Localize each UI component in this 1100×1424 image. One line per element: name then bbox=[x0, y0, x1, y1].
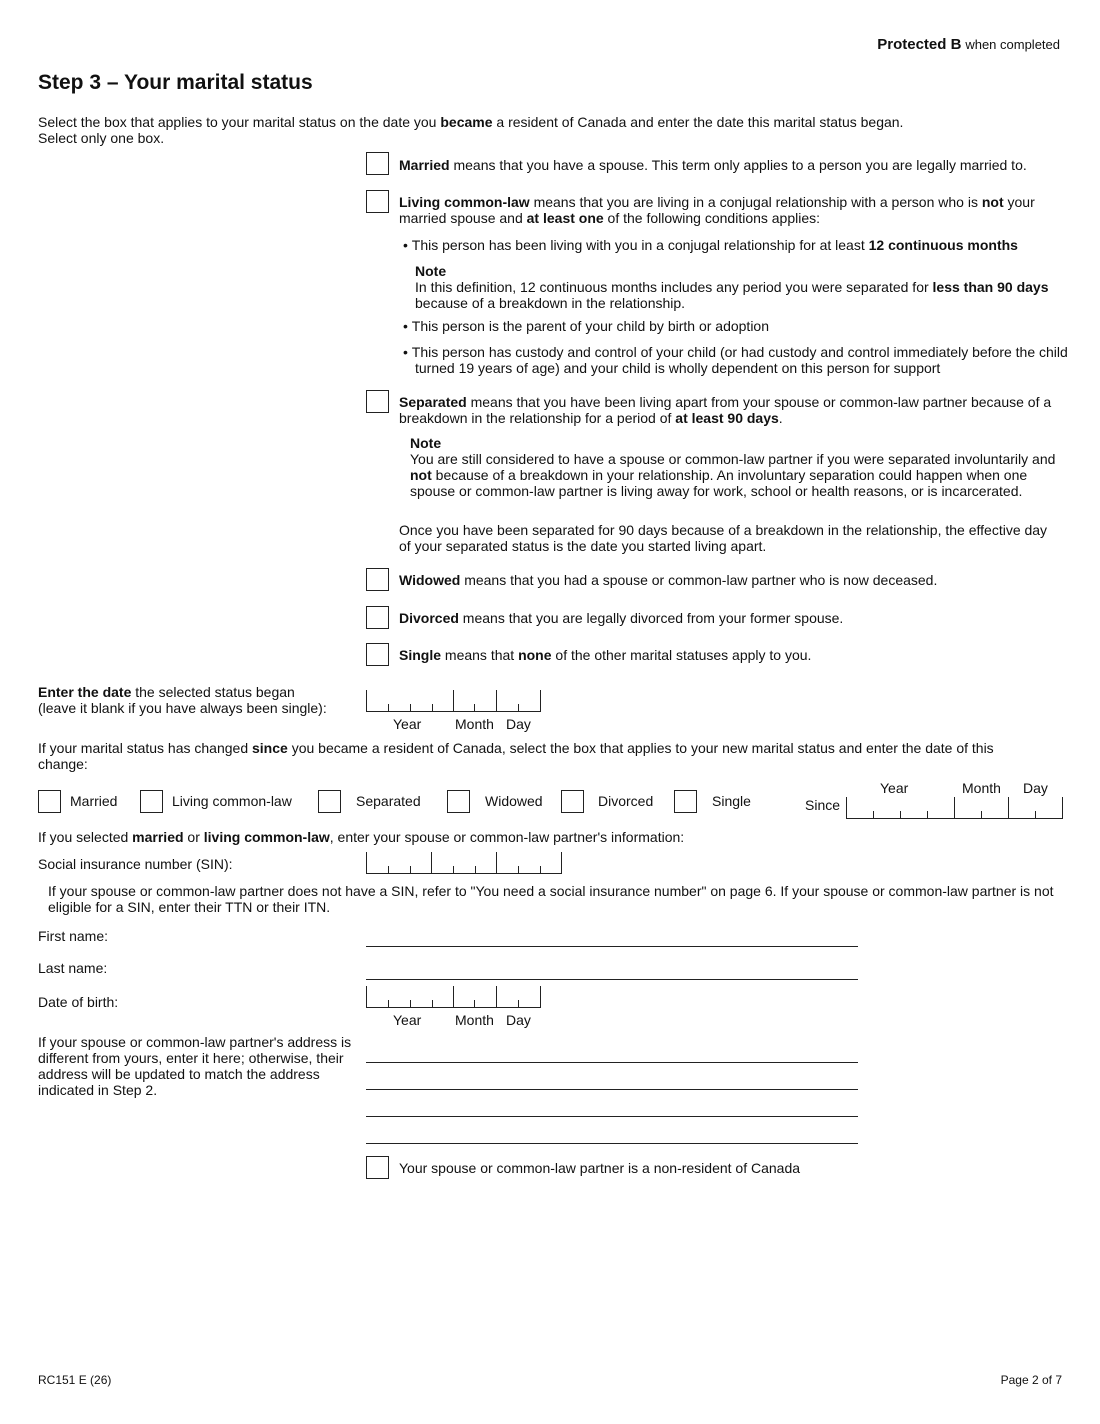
sep-a: means that you have been living apart from your spouse or common-law partner because of a breakdown in the relationship for a period of bbox=[399, 394, 1052, 426]
change-widowed-checkbox[interactable] bbox=[447, 790, 470, 813]
cl-a: means that you are living in a conjugal relationship with a person who is bbox=[529, 194, 982, 210]
dob-day-label: Day bbox=[506, 1012, 531, 1028]
cl-note bbox=[415, 263, 1055, 311]
change-common-law-label: Living common-law bbox=[172, 793, 292, 809]
ch-a: If your marital status has changed bbox=[38, 740, 252, 756]
sgl-a: means that bbox=[441, 647, 519, 663]
first-name-field[interactable] bbox=[366, 946, 858, 947]
cl-note-a: In this definition, 12 continuous months includes any period you were separated for bbox=[415, 279, 933, 295]
sep-bold: Separated bbox=[399, 394, 467, 410]
enter-date-label bbox=[38, 684, 358, 716]
intro-p1b: became bbox=[440, 114, 493, 130]
separated-definition bbox=[399, 394, 1067, 426]
dob-field[interactable] bbox=[366, 986, 541, 1008]
sgl-c: of the other marital statuses apply to you. bbox=[551, 647, 812, 663]
separated-checkbox[interactable] bbox=[366, 390, 389, 413]
dob-month-label: Month bbox=[455, 1012, 494, 1028]
cl-bullet3-text: This person has custody and control of your child (or had custody and control immediately before the child turned 19 years of age) and your child is wholly dependent on this person for support bbox=[411, 344, 1068, 376]
first-name-label: First name: bbox=[38, 928, 109, 944]
married-checkbox[interactable] bbox=[366, 152, 389, 175]
sin-label: Social insurance number (SIN): bbox=[38, 856, 233, 872]
spouse-intro bbox=[38, 829, 1038, 845]
single-definition bbox=[399, 647, 1069, 663]
sgl-bold: Single bbox=[399, 647, 442, 663]
sp-e: , enter your spouse or common-law partner's information: bbox=[329, 829, 685, 845]
cl-d: at least one bbox=[526, 210, 604, 226]
cl-bullet-3: • This person has custody and control of your child (or had custody and control immediately before the child turned 19 years of age) and your child is wholly dependent on this person for support bbox=[403, 344, 1068, 376]
sep-note-a: You are still considered to have a spouse or common-law partner if you were separated involuntarily and bbox=[410, 451, 1056, 467]
separated-after bbox=[399, 522, 1059, 554]
address-line-2[interactable] bbox=[366, 1089, 858, 1090]
form-id: RC151 E (26) bbox=[38, 1373, 112, 1387]
sep-note-c: because of a breakdown in your relationship. An involuntary separation could happen when one spouse or common-law partner is living away for work, school or health reasons, or is incarcerated. bbox=[410, 467, 1028, 499]
wid-text: means that you had a spouse or common-law partner who is now deceased. bbox=[460, 572, 938, 588]
cl-bullet-1: • This person has been living with you in a conjugal relationship for at least 12 continuous months bbox=[403, 237, 1018, 253]
change-separated-checkbox[interactable] bbox=[318, 790, 341, 813]
ed-b: (leave it blank if you have always been single): bbox=[38, 700, 327, 716]
cl-note-title: Note bbox=[415, 263, 447, 279]
page-title: Step 3 – Your marital status bbox=[38, 71, 313, 94]
since-day-label: Day bbox=[1023, 780, 1048, 796]
sp-a: If you selected bbox=[38, 829, 133, 845]
sep-note-title: Note bbox=[410, 435, 442, 451]
address-line-4[interactable] bbox=[366, 1143, 858, 1144]
cl-note-c: because of a breakdown in the relationship. bbox=[415, 295, 686, 311]
address-note: If your spouse or common-law partner's address is different from yours, enter it here; otherwise, their address will be updated to match the address indicated in Step 2. bbox=[38, 1034, 352, 1098]
status-date-month-label: Month bbox=[455, 716, 494, 732]
intro-p1a: Select the box that applies to your marital status on the date you bbox=[38, 114, 441, 130]
divorced-checkbox[interactable] bbox=[366, 606, 389, 629]
nonresident-label: Your spouse or common-law partner is a non-resident of Canada bbox=[399, 1160, 801, 1176]
separated-note bbox=[410, 435, 1060, 499]
change-single-checkbox[interactable] bbox=[674, 790, 697, 813]
nonresident-checkbox[interactable] bbox=[366, 1156, 389, 1179]
married-text: means that you have a spouse. This term only applies to a person you are legally married to. bbox=[449, 157, 1027, 173]
protected-label bbox=[877, 36, 1060, 53]
sep-after-text: Once you have been separated for 90 days because of a breakdown in the relationship, the effective day of your separated status is the date you started living apart. bbox=[399, 522, 1048, 554]
common-law-checkbox[interactable] bbox=[366, 190, 389, 213]
sp-d: living common-law bbox=[203, 829, 330, 845]
status-date-day-label: Day bbox=[506, 716, 531, 732]
widowed-checkbox[interactable] bbox=[366, 568, 389, 591]
sp-b: married bbox=[132, 829, 184, 845]
last-name-label: Last name: bbox=[38, 960, 108, 976]
common-law-definition bbox=[399, 194, 1064, 226]
cl-bullet1-a: This person has been living with you in a conjugal relationship for at least bbox=[411, 237, 869, 253]
sin-note: If your spouse or common-law partner does not have a SIN, refer to "You need a social insurance number" on page 6. If your spouse or common-law partner is not eligible for a SIN, enter their TTN or their ITN. bbox=[48, 883, 1054, 915]
sep-c: . bbox=[778, 410, 783, 426]
cl-e: of the following conditions applies: bbox=[603, 210, 821, 226]
status-date-field[interactable] bbox=[366, 690, 541, 712]
cl-bullet-2: • This person is the parent of your child by birth or adoption bbox=[403, 318, 769, 334]
change-widowed-label: Widowed bbox=[485, 793, 543, 809]
sin-field[interactable] bbox=[366, 852, 562, 874]
dob-year-label: Year bbox=[393, 1012, 422, 1028]
page-number: Page 2 of 7 bbox=[1000, 1373, 1062, 1387]
intro-text bbox=[38, 114, 1068, 146]
widowed-definition bbox=[399, 572, 1069, 588]
change-divorced-checkbox[interactable] bbox=[561, 790, 584, 813]
change-married-checkbox[interactable] bbox=[38, 790, 61, 813]
address-line-3[interactable] bbox=[366, 1116, 858, 1117]
ch-b: since bbox=[252, 740, 288, 756]
cl-c: your married spouse and bbox=[399, 194, 1035, 226]
status-date-year-label: Year bbox=[393, 716, 422, 732]
since-date-field[interactable] bbox=[846, 797, 1063, 819]
change-separated-label: Separated bbox=[356, 793, 421, 809]
ed-a: the selected status began bbox=[131, 684, 295, 700]
div-text: means that you are legally divorced from your former spouse. bbox=[458, 610, 844, 626]
change-text bbox=[38, 740, 998, 772]
address-line-1[interactable] bbox=[366, 1062, 858, 1063]
cl-note-b: less than 90 days bbox=[932, 279, 1049, 295]
since-month-label: Month bbox=[962, 780, 1001, 796]
change-single-label: Single bbox=[712, 793, 751, 809]
dob-label: Date of birth: bbox=[38, 994, 119, 1010]
sgl-b: none bbox=[518, 647, 552, 663]
sp-c: or bbox=[183, 829, 204, 845]
ch-c: you became a resident of Canada, select the box that applies to your new marital status and enter the date of this change: bbox=[38, 740, 994, 772]
sep-note-b: not bbox=[410, 467, 432, 483]
single-checkbox[interactable] bbox=[366, 643, 389, 666]
cl-b: not bbox=[981, 194, 1004, 210]
wid-bold: Widowed bbox=[399, 572, 461, 588]
ed-bold: Enter the date bbox=[38, 684, 132, 700]
div-bold: Divorced bbox=[399, 610, 459, 626]
change-married-label: Married bbox=[70, 793, 118, 809]
change-common-law-checkbox[interactable] bbox=[140, 790, 163, 813]
protected-when: when completed bbox=[965, 37, 1060, 52]
married-bold: Married bbox=[399, 157, 450, 173]
cl-bullet1-b: 12 continuous months bbox=[868, 237, 1018, 253]
last-name-field[interactable] bbox=[366, 979, 858, 980]
change-divorced-label: Divorced bbox=[598, 793, 654, 809]
intro-p1c: a resident of Canada and enter the date this marital status began. bbox=[492, 114, 904, 130]
intro-p2: Select only one box. bbox=[38, 130, 165, 146]
protected-b: Protected B bbox=[877, 36, 962, 53]
divorced-definition bbox=[399, 610, 1069, 626]
cl-bullet2-text: This person is the parent of your child by birth or adoption bbox=[411, 318, 769, 334]
married-definition bbox=[399, 157, 1069, 173]
since-label: Since bbox=[805, 797, 841, 813]
since-year-label: Year bbox=[880, 780, 909, 796]
cl-bold: Living common-law bbox=[399, 194, 530, 210]
sep-b: at least 90 days bbox=[675, 410, 779, 426]
